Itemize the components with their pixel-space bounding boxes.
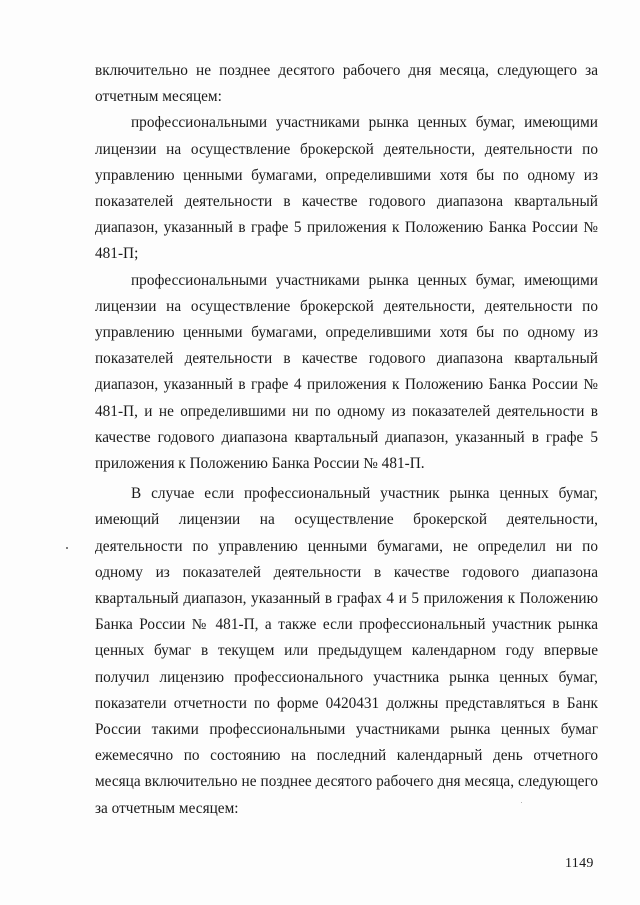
- paragraph-brokers-grafa-5: профессиональными участниками рынка ценных бумаг, имеющими лицензии на осуществление брокерской деятельности, деятельности по управлению ценными бумагами, определившими хотя бы по одному из показателей деятельности в качестве годового диапазона квартальный диапазон, указанный в графе 5 приложения к Положению Банка России № 481-П;: [95, 114, 598, 263]
- paragraph-monthly-reporting: В случае если профессиональный участник рынка ценных бумаг, имеющий лицензии на осуществление брокерской деятельности, деятельности по управлению ценными бумагами, не определил ни по одному из показателей деятельности в качестве годового диапазона квартальный диапазон, указанный в графах 4 и 5 приложения к Положению Банка России № 481-П, а также если профессиональный участник рынка ценных бумаг в текущем или предыдущем календарном году впервые получил лицензию профессионального участника рынка ценных бумаг, показатели отчетности по форме 0420431 должны представляться в Банк России такими профессиональными участниками рынка ценных бумаг ежемесячно по состоянию на последний календарный день отчетного месяца включительно не позднее десятого рабочего дня месяца, следующего за отчетным месяцем:: [95, 485, 598, 817]
- scan-speck: [66, 547, 68, 549]
- paragraph-brokers-grafa-4: профессиональными участниками рынка ценных бумаг, имеющими лицензии на осуществление брокерской деятельности, деятельности по управлению ценными бумагами, определившими хотя бы по одному из показателей деятельности в качестве годового диапазона квартальный диапазон, указанный в графе 4 приложения к Положению Банка России № 481-П, и не определившими ни по одному из показателей деятельности в качестве годового диапазона квартальный диапазон, указанный в графе 5 приложения к Положению Банка России № 481-П.: [95, 271, 598, 473]
- page-number: 1149: [565, 856, 594, 871]
- paragraph-continuation: включительно не позднее десятого рабочего дня месяца, следующего за отчетным месяцем:: [95, 62, 598, 106]
- body-text: [95, 58, 598, 822]
- scan-speck: [521, 802, 522, 803]
